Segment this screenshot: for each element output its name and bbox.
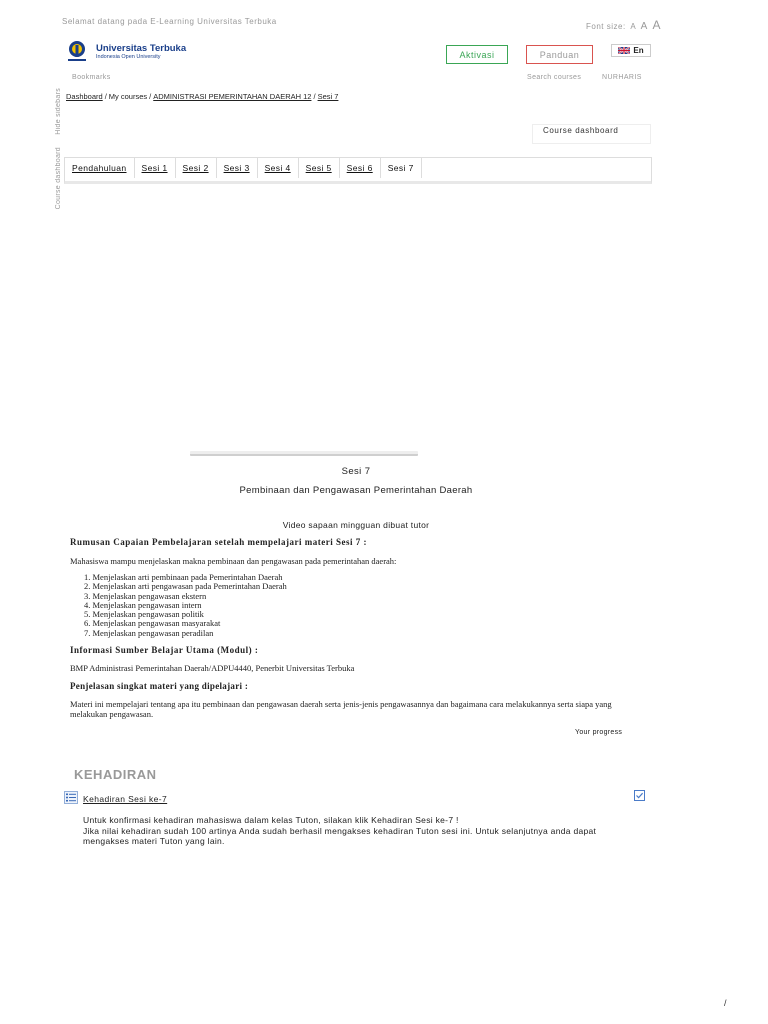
tab-sesi-4[interactable]: Sesi 4 bbox=[258, 158, 299, 178]
tab-sesi-3[interactable]: Sesi 3 bbox=[217, 158, 258, 178]
user-menu[interactable]: NURHARIS bbox=[602, 74, 642, 81]
font-size-label: Font size: bbox=[586, 22, 626, 31]
objectives-list bbox=[84, 573, 287, 638]
font-size-control bbox=[586, 18, 661, 32]
corner-mark: / bbox=[724, 998, 727, 1008]
font-size-medium-button[interactable]: A bbox=[640, 21, 648, 32]
section-tabs bbox=[64, 157, 652, 184]
materi-text: Materi ini mempelajari tentang apa itu pembinaan dan pengawasan daerah serta jenis-jenis pengawasannya dan bagaimana cara melakukannya serta siapa yang melakukan pengawasan. bbox=[70, 699, 612, 719]
list-item: 2. Menjelaskan arti pengawasan pada Pemerintahan Daerah bbox=[84, 581, 287, 592]
breadcrumb bbox=[66, 92, 338, 101]
course-dashboard-side-link[interactable]: Course dashboard bbox=[55, 147, 62, 210]
university-logo[interactable] bbox=[64, 38, 194, 66]
breadcrumb-my-courses[interactable]: My courses bbox=[108, 92, 148, 101]
informasi-heading: Informasi Sumber Belajar Utama (Modul) : bbox=[70, 645, 259, 655]
list-item: 5. Menjelaskan pengawasan politik bbox=[84, 609, 204, 620]
search-courses-link[interactable]: Search courses bbox=[527, 74, 582, 81]
course-dashboard-button[interactable]: Course dashboard bbox=[532, 124, 651, 144]
aktivasi-button[interactable]: Aktivasi bbox=[446, 45, 508, 64]
list-item: 1. Menjelaskan arti pembinaan pada Pemerintahan Daerah bbox=[84, 572, 283, 582]
uk-flag-icon bbox=[618, 47, 630, 54]
breadcrumb-separator: / bbox=[149, 92, 152, 101]
list-item: 6. Menjelaskan pengawasan masyarakat bbox=[84, 618, 221, 629]
breadcrumb-separator: / bbox=[313, 92, 316, 101]
language-selector[interactable] bbox=[611, 44, 651, 57]
hide-sidebars-toggle[interactable]: Hide sidebars bbox=[55, 88, 62, 135]
breadcrumb-separator: / bbox=[104, 92, 107, 101]
welcome-text: Selamat datang pada E-Learning Universitas Terbuka bbox=[62, 17, 277, 26]
breadcrumb-dashboard[interactable]: Dashboard bbox=[66, 92, 103, 101]
session-subtitle: Pembinaan dan Pengawasan Pemerintahan Daerah bbox=[239, 485, 473, 496]
video-embed-bar[interactable] bbox=[190, 451, 418, 456]
breadcrumb-course[interactable]: ADMINISTRASI PEMERINTAHAN DAERAH 12 bbox=[153, 92, 312, 101]
panduan-button[interactable]: Panduan bbox=[526, 45, 593, 64]
tab-sesi-2[interactable]: Sesi 2 bbox=[176, 158, 217, 178]
attendance-icon bbox=[64, 791, 78, 804]
font-size-large-button[interactable]: A bbox=[652, 18, 661, 32]
session-title: Sesi 7 bbox=[341, 466, 371, 477]
tab-sesi-7[interactable]: Sesi 7 bbox=[381, 158, 422, 178]
rumusan-heading: Rumusan Capaian Pembelajaran setelah mempelajari materi Sesi 7 : bbox=[70, 537, 367, 547]
logo-subtitle: Indonesia Open University bbox=[96, 53, 161, 60]
language-label: En bbox=[633, 46, 644, 55]
kehadiran-instruction: Untuk konfirmasi kehadiran mahasiswa dalam kelas Tuton, silakan klik Kehadiran Sesi ke-7 ! bbox=[83, 815, 459, 825]
progress-label: Your progress bbox=[575, 729, 623, 736]
tab-pendahuluan[interactable]: Pendahuluan bbox=[65, 158, 135, 178]
list-item: 4. Menjelaskan pengawasan intern bbox=[84, 599, 202, 610]
kehadiran-section-title: KEHADIRAN bbox=[74, 767, 157, 782]
tab-sesi-5[interactable]: Sesi 5 bbox=[299, 158, 340, 178]
list-item: 7. Menjelaskan pengawasan peradilan bbox=[84, 627, 214, 638]
kehadiran-link[interactable]: Kehadiran Sesi ke-7 bbox=[83, 794, 168, 804]
bookmarks-link[interactable]: Bookmarks bbox=[72, 74, 111, 81]
completion-checkbox-icon[interactable] bbox=[634, 790, 645, 801]
tab-sesi-6[interactable]: Sesi 6 bbox=[340, 158, 381, 178]
penjelasan-heading: Penjelasan singkat materi yang dipelajari : bbox=[70, 681, 249, 691]
tab-sesi-1[interactable]: Sesi 1 bbox=[135, 158, 176, 178]
video-caption: Video sapaan mingguan dibuat tutor bbox=[282, 520, 430, 530]
bmp-text: BMP Administrasi Pemerintahan Daerah/ADPU4440, Penerbit Universitas Terbuka bbox=[70, 663, 355, 673]
ut-logo-icon bbox=[64, 39, 90, 65]
list-item: 3. Menjelaskan pengawasan ekstern bbox=[84, 590, 207, 601]
breadcrumb-sesi[interactable]: Sesi 7 bbox=[317, 92, 339, 101]
logo-title: Universitas Terbuka bbox=[96, 43, 187, 54]
kehadiran-note: Jika nilai kehadiran sudah 100 artinya Anda sudah berhasil mengakses kehadiran Tuton sesi ini. Untuk selanjutnya anda dapat mengakses materi Tuton yang lain. bbox=[83, 826, 597, 846]
mahasiswa-text: Mahasiswa mampu menjelaskan makna pembinaan dan pengawasan pada pemerintahan daerah: bbox=[70, 556, 397, 566]
font-size-small-button[interactable]: A bbox=[630, 22, 636, 31]
